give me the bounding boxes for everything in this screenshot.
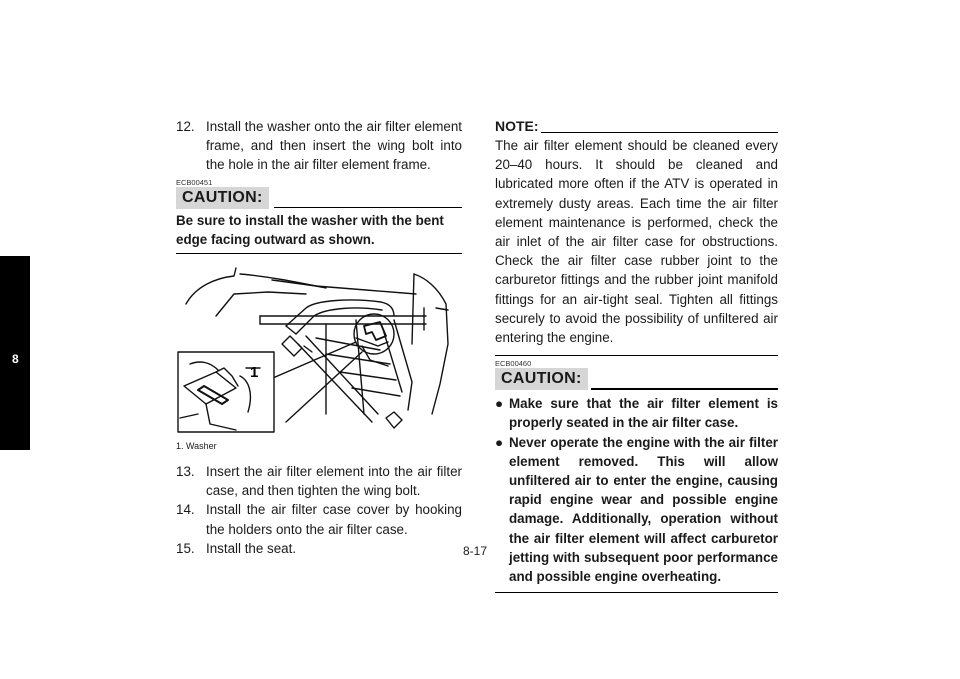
bullet-icon: ● [495, 434, 504, 450]
step-12 [176, 117, 462, 175]
note-heading [495, 117, 778, 135]
step-14 [176, 500, 462, 538]
step-number: 12. [176, 119, 195, 134]
note-end-rule [495, 355, 778, 356]
bullet-icon: ● [495, 396, 504, 412]
step-text: Install the seat. [206, 540, 297, 556]
caution-label: CAUTION: [176, 187, 269, 209]
step-text: Insert the air filter element into the air filter case, and then tighten the wing bolt. [206, 464, 462, 499]
figure-caption: 1. Washer [176, 441, 217, 452]
step-number: 15. [176, 540, 195, 556]
step-text: Install the air filter case cover by hooking the holders onto the air filter case. [206, 502, 462, 537]
left-column [176, 117, 462, 558]
note-text: The air filter element should be cleaned every 20–40 hours. It should be cleaned and lubricated more often if the ATV is operated in extremely dusty areas. Each time the air filter element maintenance is performed, check the air inlet of the air filter case for obstructions. Check the air filter case rubber joint to the carburetor fittings and the rubber joint manifold fittings for an air-tight seal. Tighten all fittings securely to avoid the possibility of unfiltered air entering the engine. [495, 138, 778, 346]
caution-code: ECB00451 [176, 177, 213, 187]
caution-code: ECB00460 [495, 359, 532, 369]
step-number: 14. [176, 502, 195, 518]
chapter-tab [0, 256, 30, 450]
washer-illustration [176, 264, 462, 434]
step-number: 13. [176, 464, 195, 480]
caution-text: Be sure to install the washer with the bent edge facing outward as shown. [176, 209, 462, 254]
caution-label: CAUTION: [495, 368, 588, 390]
bullet-item [495, 433, 778, 587]
chapter-number: 8 [12, 352, 19, 366]
caution-heading [495, 368, 778, 390]
note-label: NOTE: [495, 118, 539, 134]
caution-heading [176, 187, 462, 209]
page-number: 8-17 [463, 544, 488, 558]
bullet-text: Never operate the engine with the air filter element removed. This will allow unfiltered air to enter the engine, causing rapid engine wear and possible engine damage. Additionally, operation without the air filter element will affect carburetor jetting with subsequent poor performance and possible engine overheating. [509, 434, 778, 585]
caution-rule [274, 207, 462, 209]
step-13 [176, 462, 462, 500]
bullet-item [495, 394, 778, 432]
bullet-text: Make sure that the air filter element is properly seated in the air filter case. [509, 396, 778, 431]
step-text: Install the washer onto the air filter element frame, and then insert the wing bolt into the hole in the air filter element frame. [206, 119, 462, 173]
note-rule [541, 132, 778, 133]
right-column [495, 117, 778, 593]
air-filter-illustration [176, 264, 462, 434]
callout-number: 1 [250, 364, 259, 382]
caution-rule [591, 388, 778, 390]
step-15 [176, 539, 462, 558]
caution-bullet-list [495, 394, 778, 593]
